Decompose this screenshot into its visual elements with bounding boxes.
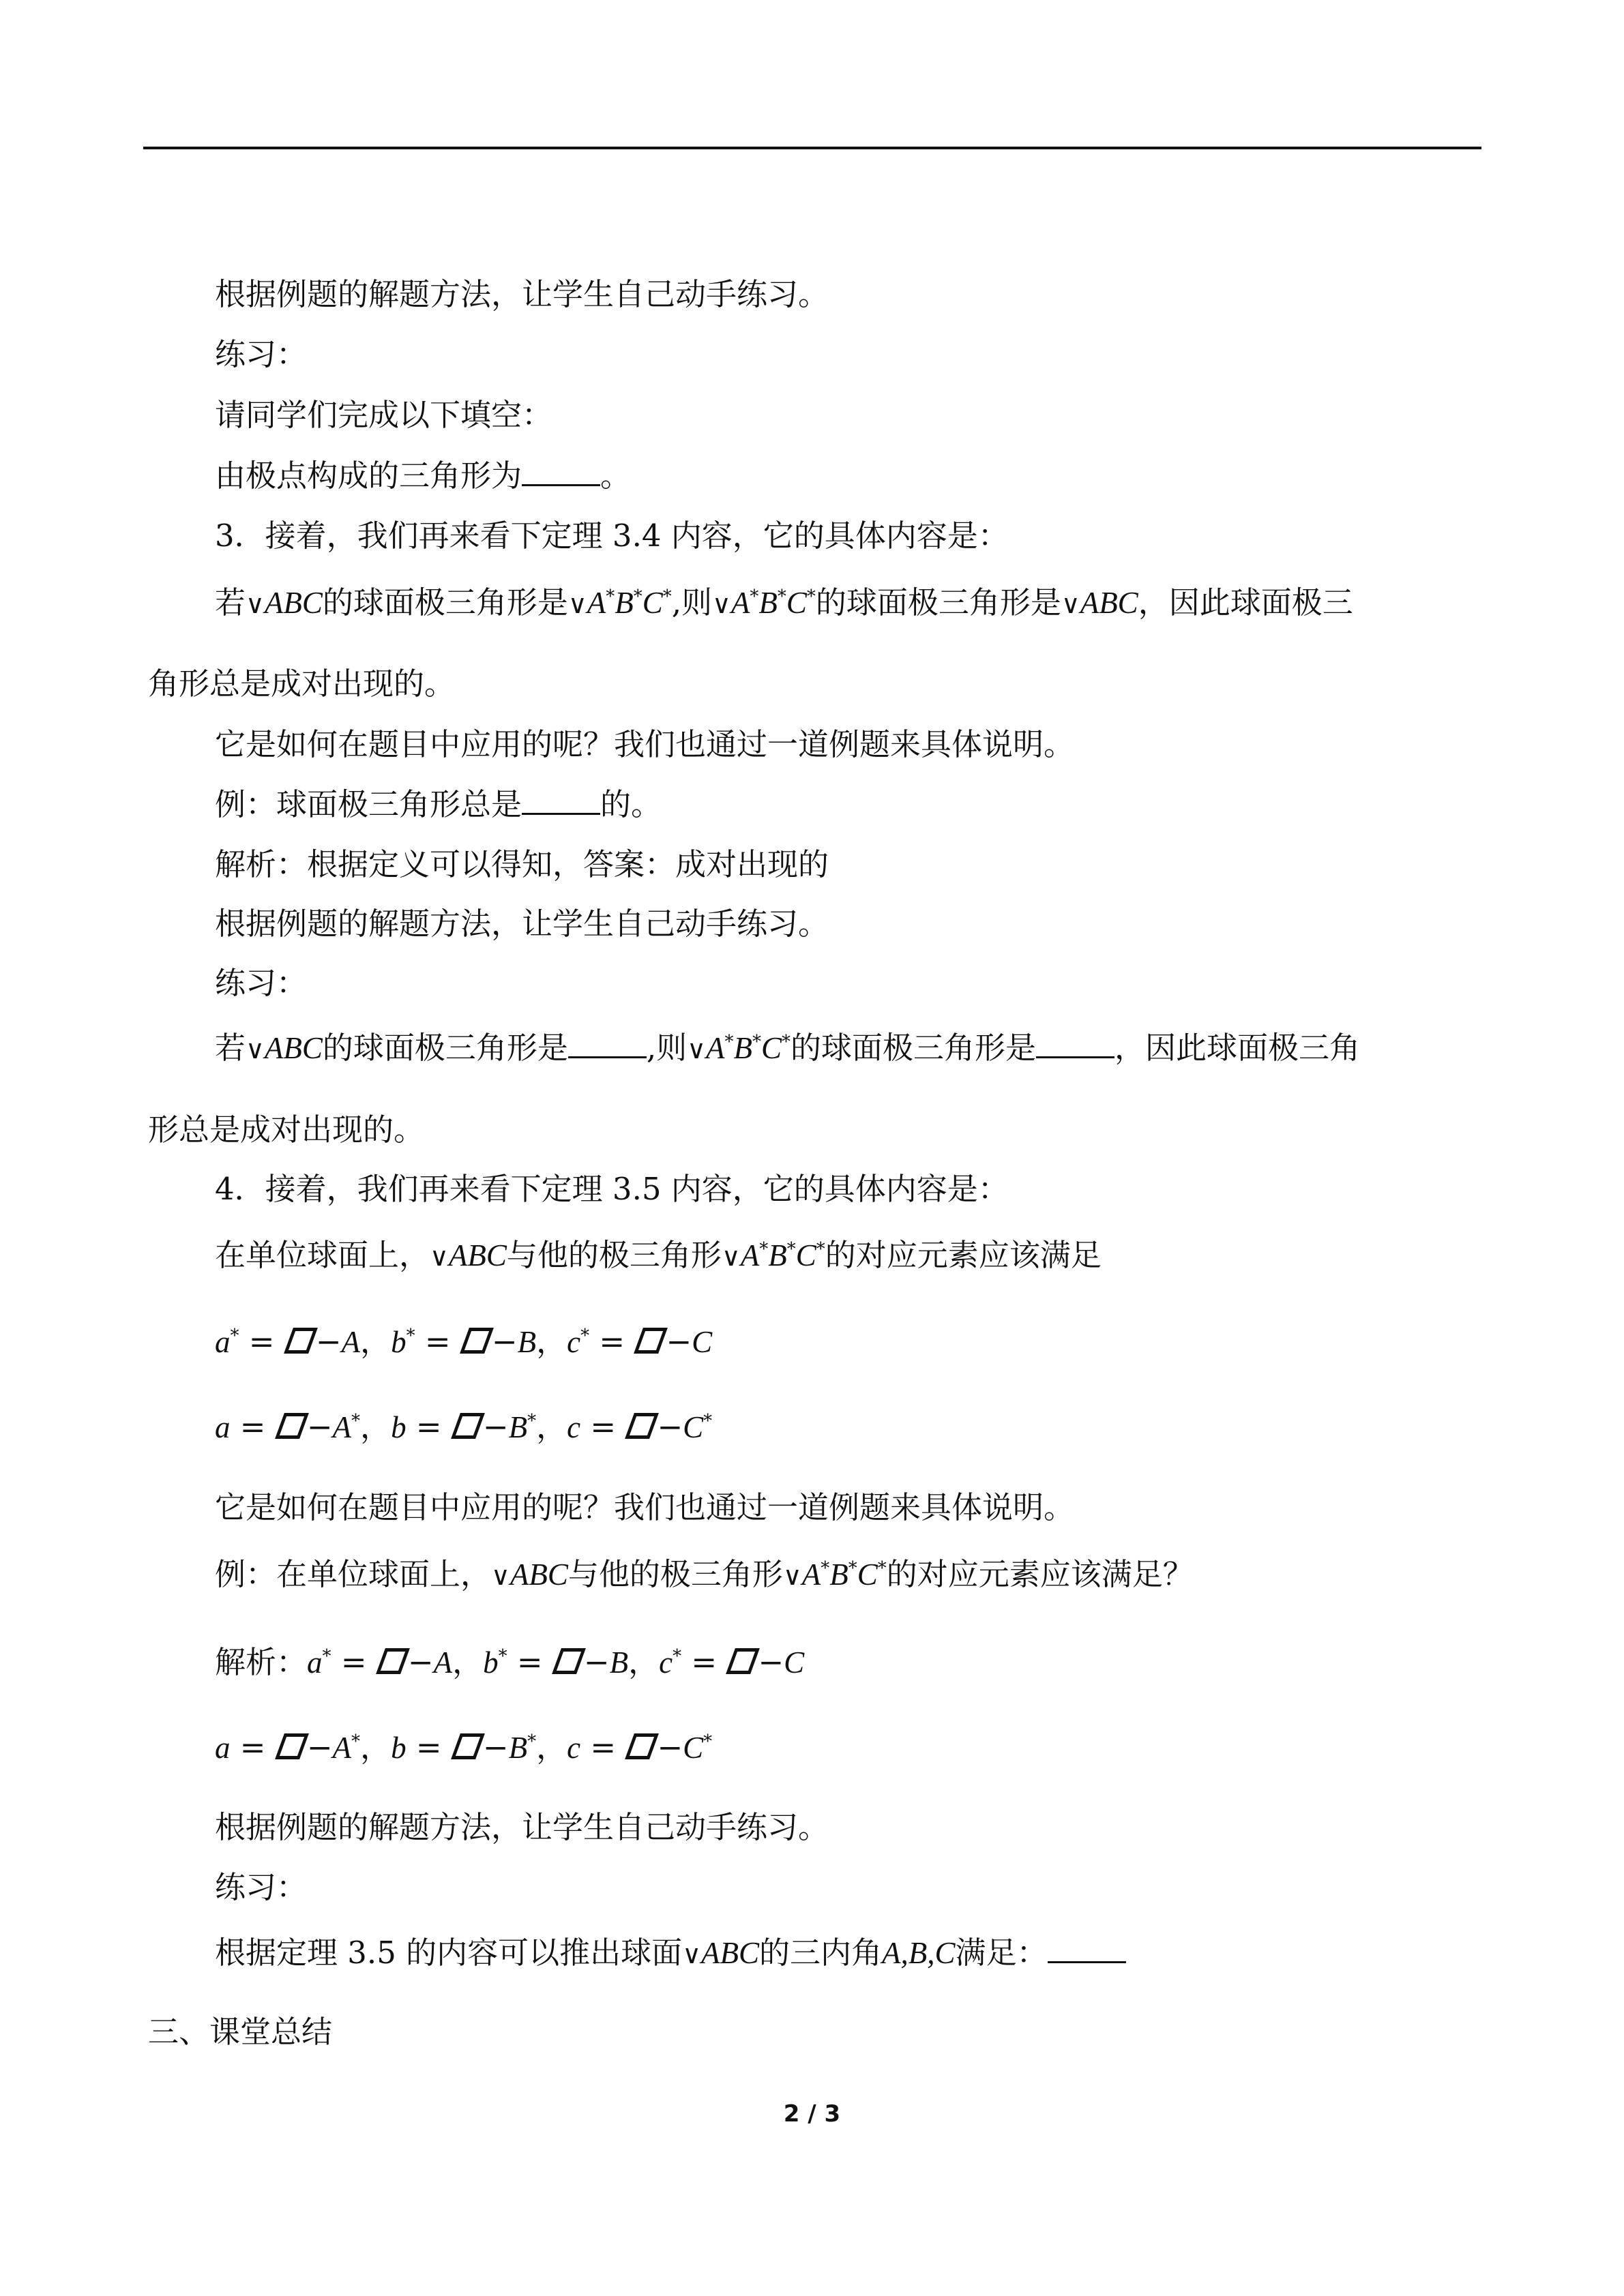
pi-placeholder-icon — [284, 1328, 318, 1354]
text-line: 若∨ABC的球面极三角形是 ,则∨A*B*C*的球面极三角形是 ，因此球面极三角 — [215, 1030, 1361, 1066]
text-line: 练习： — [215, 336, 308, 372]
pi-placeholder-icon — [376, 1648, 410, 1674]
text-line: 根据例题的解题方法，让学生自己动手练习。 — [215, 1809, 829, 1845]
text-line: 例：球面极三角形总是 的。 — [215, 786, 662, 822]
text-line: 3．接着，我们再来看下定理 3.4 内容，它的具体内容是： — [215, 518, 1009, 554]
text-line: 在单位球面上，∨ABC与他的极三角形∨A*B*C*的对应元素应该满足 — [215, 1237, 1102, 1273]
page-number: 2 / 3 — [783, 2100, 841, 2128]
text-line: 由极点构成的三角形为 。 — [215, 458, 632, 494]
text-line: 根据定理 3.5 的内容可以推出球面∨ABC的三内角A,B,C满足： — [215, 1933, 1126, 1975]
pi-placeholder-icon — [460, 1328, 494, 1354]
equation-line: 解析：a* = −A，b* = −B，c* = −C — [215, 1644, 805, 1680]
text-line: 它是如何在题目中应用的呢？我们也通过一道例题来具体说明。 — [215, 1489, 1075, 1525]
pi-placeholder-icon — [726, 1648, 761, 1674]
text-line: 练习： — [215, 965, 308, 1001]
text-line: 4．接着，我们再来看下定理 3.5 内容，它的具体内容是： — [215, 1171, 1009, 1207]
fill-blank — [1048, 1961, 1126, 1963]
fill-blank — [522, 813, 600, 815]
pi-placeholder-icon — [275, 1733, 309, 1759]
text-line: 解析：根据定义可以得知，答案：成对出现的 — [215, 846, 829, 882]
section-heading: 三、课堂总结 — [148, 2014, 333, 2050]
equation-line: a = −A*，b = −B*，c = −C* — [215, 1729, 713, 1765]
pi-placeholder-icon — [451, 1733, 485, 1759]
text-line: 形总是成对出现的。 — [148, 1112, 425, 1148]
fill-blank — [568, 1056, 647, 1058]
text-line: 请同学们完成以下填空： — [215, 397, 553, 433]
text-line: 练习： — [215, 1869, 308, 1905]
text-line: 角形总是成对出现的。 — [148, 666, 456, 702]
equation-line: a* = −A，b* = −B，c* = −C — [215, 1324, 713, 1360]
pi-placeholder-icon — [634, 1328, 668, 1354]
text-line: 根据例题的解题方法，让学生自己动手练习。 — [215, 906, 829, 942]
pi-placeholder-icon — [552, 1648, 586, 1674]
pi-placeholder-icon — [625, 1733, 660, 1759]
text-line: 例：在单位球面上，∨ABC与他的极三角形∨A*B*C*的对应元素应该满足？ — [215, 1556, 1194, 1592]
fill-blank — [522, 484, 600, 486]
text-line: 它是如何在题目中应用的呢？我们也通过一道例题来具体说明。 — [215, 726, 1075, 762]
pi-placeholder-icon — [451, 1413, 485, 1439]
pi-placeholder-icon — [625, 1413, 660, 1439]
pi-placeholder-icon — [275, 1413, 309, 1439]
text-line: 根据例题的解题方法，让学生自己动手练习。 — [215, 276, 829, 312]
fill-blank — [1036, 1056, 1114, 1058]
equation-line: a = −A*，b = −B*，c = −C* — [215, 1409, 713, 1445]
text-line: 若∨ABC的球面极三角形是∨A*B*C*,则∨A*B*C*的球面极三角形是∨ABC，因此球面极三 — [215, 584, 1353, 621]
header-rule — [143, 147, 1481, 149]
